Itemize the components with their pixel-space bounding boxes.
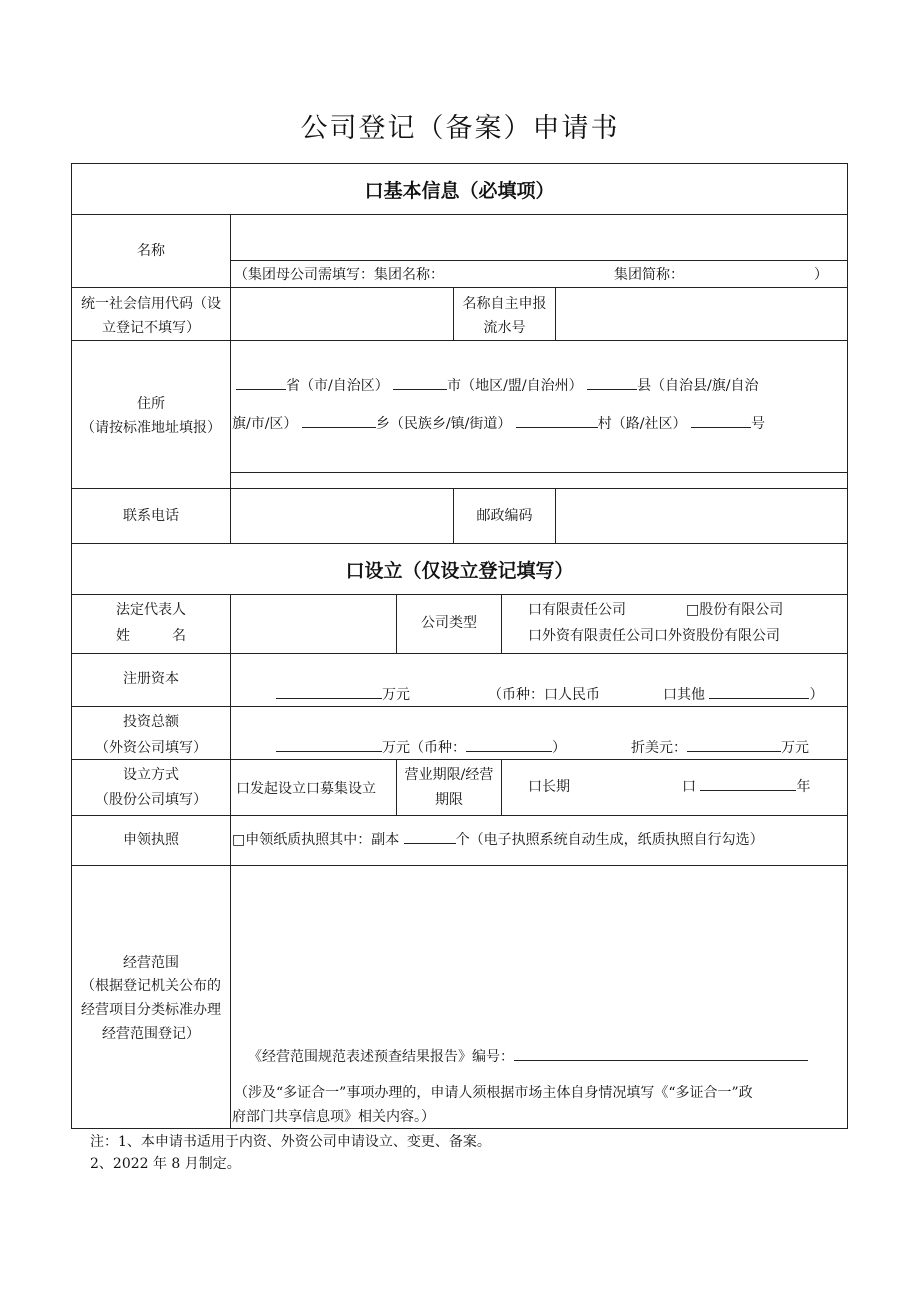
address-county-cont: 旗/市/区） <box>232 416 298 432</box>
credit-code-input[interactable] <box>230 287 454 341</box>
group-close-paren: ） <box>814 267 828 283</box>
invest-label-line1: 投资总额 <box>123 714 179 730</box>
address-county: 县（自治县/旗/自治 <box>637 378 759 394</box>
scope-note-line2: 府部门共享信息项》相关内容。） <box>232 1109 435 1125</box>
flow-label-line2: 流水号 <box>483 320 526 336</box>
capital-currency[interactable]: （币种：口人民币 <box>488 687 600 703</box>
term-years-line <box>682 774 810 800</box>
phone-label: 联系电话 <box>123 508 179 524</box>
invest-amount-blank[interactable] <box>276 737 382 752</box>
legal-rep-input[interactable] <box>230 594 397 654</box>
phone-input[interactable] <box>230 488 454 544</box>
address-label-line2: （请按标准地址填报） <box>81 420 221 436</box>
capital-unit: 万元 <box>382 687 410 703</box>
invest-usd-line <box>631 735 809 761</box>
flow-number-input[interactable] <box>555 287 848 341</box>
invest-line <box>276 735 566 761</box>
town-blank[interactable] <box>302 413 376 428</box>
group-name-note: （集团母公司需填写：集团名称： <box>234 267 444 283</box>
footer-note-1: 注：1、本申请书适用于内资、外资公司申请设立、变更、备案。 <box>90 1134 491 1150</box>
address-line-1 <box>236 373 759 399</box>
address-line-2 <box>232 411 765 437</box>
invest-currency-blank[interactable] <box>466 737 552 752</box>
invest-usd-unit: 万元 <box>781 740 809 756</box>
method-label-line1: 设立方式 <box>123 767 179 783</box>
capital-other[interactable]: 口其他 <box>663 687 705 703</box>
term-label-line2: 期限 <box>435 792 463 808</box>
village-blank[interactable] <box>516 413 598 428</box>
flow-label-line1: 名称自主申报 <box>462 296 547 312</box>
number-blank[interactable] <box>691 413 751 428</box>
invest-close: ） <box>552 740 566 756</box>
address-extra-cell[interactable] <box>230 472 848 489</box>
type-option-foreign[interactable]: 口外资有限责任公司口外资股份有限公司 <box>528 628 780 644</box>
method-options[interactable]: 口发起设立口募集设立 <box>236 781 376 797</box>
license-label: 申领执照 <box>123 832 179 848</box>
address-city: 市（地区/盟/自治州） <box>447 378 583 394</box>
license-copies-blank[interactable] <box>404 829 456 844</box>
address-town: 乡（民族乡/镇/街道） <box>375 416 512 432</box>
address-label-line1: 住所 <box>137 396 165 412</box>
name-input[interactable] <box>230 214 848 261</box>
group-short-label: 集团简称： <box>614 267 684 283</box>
capital-label: 注册资本 <box>123 671 179 687</box>
term-years-blank[interactable] <box>700 776 796 791</box>
term-years-box[interactable]: 口 <box>682 779 696 795</box>
term-label-line1: 营业期限/经营 <box>404 767 494 783</box>
setup-section-title: 口设立（仅设立登记填写） <box>345 560 574 582</box>
address-number: 号 <box>750 416 765 432</box>
credit-label-line1: 统一社会信用代码（设 <box>81 296 221 312</box>
type-option-llc[interactable]: 口有限责任公司 <box>528 602 626 618</box>
invest-usd-label: 折美元： <box>631 740 687 756</box>
license-line <box>232 827 764 853</box>
page-title: 公司登记（备案）申请书 <box>300 113 620 144</box>
scope-label-line2: （根据登记机关公布的 <box>81 978 221 994</box>
term-long[interactable]: 口长期 <box>528 779 570 795</box>
capital-amount-blank[interactable] <box>276 684 382 699</box>
scope-label-line1: 经营范围 <box>123 955 179 971</box>
credit-label-line2: 立登记不填写） <box>102 320 200 336</box>
scope-report-label: 《经营范围规范表述预查结果报告》编号： <box>248 1049 514 1065</box>
capital-line <box>276 682 410 708</box>
province-blank[interactable] <box>236 375 286 390</box>
capital-other-line <box>663 682 823 708</box>
license-copies-note: 个（电子执照系统自动生成，纸质执照自行勾选） <box>455 832 764 848</box>
type-option-joint-stock[interactable]: □股份有限公司 <box>686 602 784 618</box>
city-blank[interactable] <box>393 375 447 390</box>
basic-section-title: 口基本信息（必填项） <box>364 180 555 202</box>
scope-report-line <box>248 1044 808 1070</box>
footer-note-2: 2、2022 年 8 月制定。 <box>90 1156 241 1172</box>
type-label: 公司类型 <box>421 615 477 631</box>
address-village: 村（路/社区） <box>597 416 687 432</box>
invest-unit: 万元（币种： <box>382 740 466 756</box>
scope-label-line3: 经营项目分类标准办理 <box>81 1002 221 1018</box>
capital-close: ） <box>809 687 824 703</box>
scope-label-line4: 经营范围登记） <box>102 1026 200 1042</box>
address-province: 省（市/自治区） <box>286 378 389 394</box>
legal-label-line1: 法定代表人 <box>116 602 186 618</box>
address-input[interactable] <box>230 340 848 473</box>
postcode-label: 邮政编码 <box>476 508 533 524</box>
license-paper-option[interactable]: □申领纸质执照其中：副本 <box>232 832 400 848</box>
scope-note-line1: （涉及“多证合一”事项办理的，申请人须根据市场主体自身情况填写《“多证合一”政 <box>234 1085 753 1101</box>
legal-label-line2: 姓 名 <box>116 628 186 644</box>
county-blank[interactable] <box>587 375 637 390</box>
postcode-input[interactable] <box>555 488 848 544</box>
name-label: 名称 <box>137 243 165 259</box>
scope-report-blank[interactable] <box>514 1046 808 1061</box>
invest-label-line2: （外资公司填写） <box>95 740 207 756</box>
invest-usd-blank[interactable] <box>687 737 781 752</box>
capital-other-blank[interactable] <box>709 684 809 699</box>
term-year-unit: 年 <box>796 779 811 795</box>
method-label-line2: （股份公司填写） <box>95 792 207 808</box>
